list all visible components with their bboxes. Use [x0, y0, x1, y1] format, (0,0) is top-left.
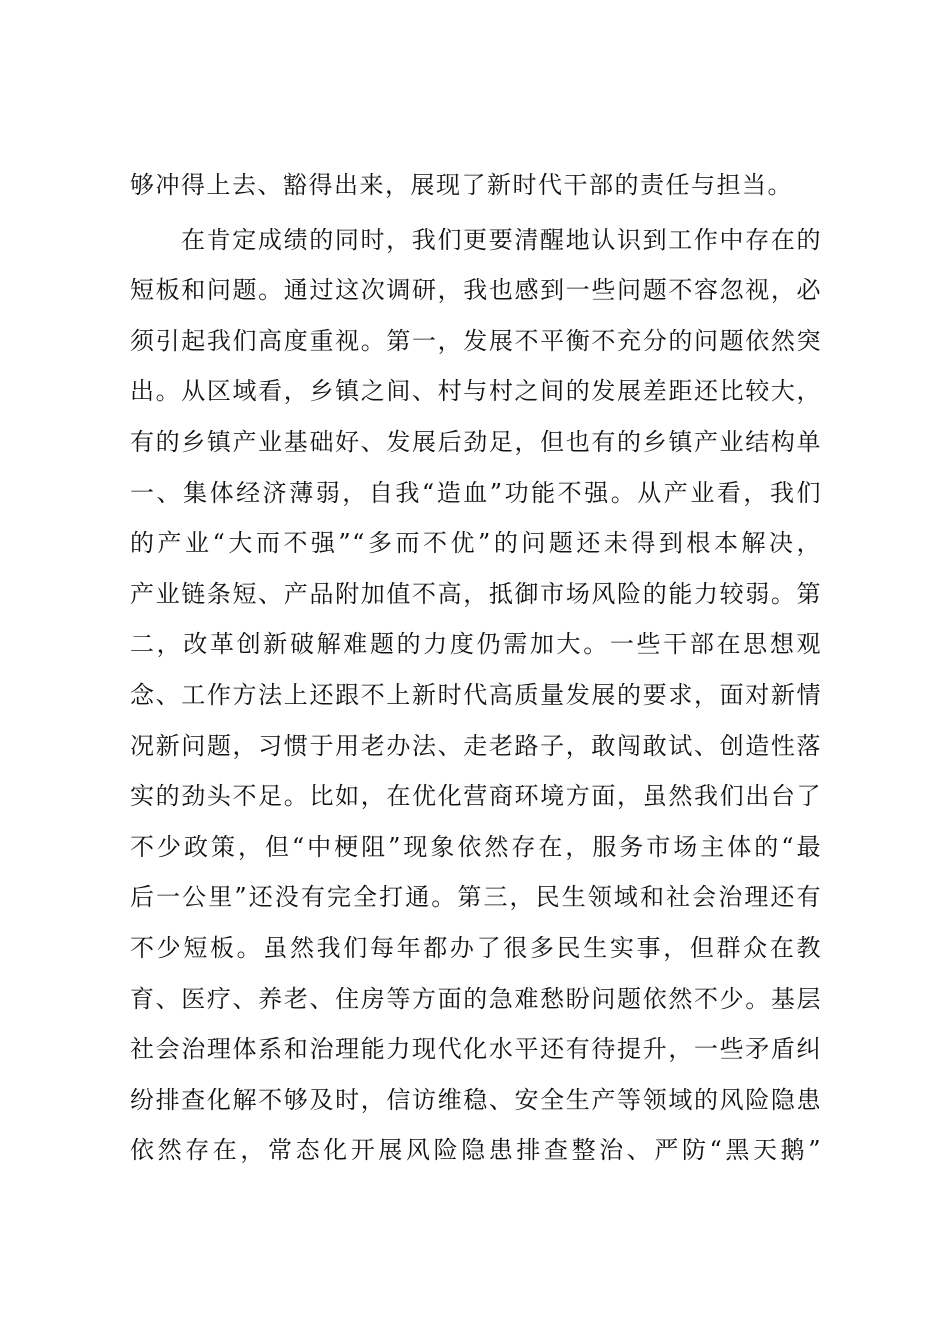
text-line: 纷排查化解不够及时，信访维稳、安全生产等领域的风险隐患: [130, 1085, 822, 1114]
text-line: 出。从区域看，乡镇之间、村与村之间的发展差距还比较大，: [130, 377, 822, 406]
text-line: 须引起我们高度重视。第一，发展不平衡不充分的问题依然突: [130, 326, 822, 355]
text-line: 够冲得上去、豁得出来，展现了新时代干部的责任与担当。: [130, 171, 793, 199]
text-line: 不少政策，但“中梗阻”现象依然存在，服务市场主体的“最: [130, 832, 822, 861]
text-line: 在肯定成绩的同时，我们更要清醒地认识到工作中存在的: [181, 225, 822, 254]
text-line: 一、集体经济薄弱，自我“造血”功能不强。从产业看，我们: [130, 478, 822, 507]
text-line: 不少短板。虽然我们每年都办了很多民生实事，但群众在教: [130, 933, 822, 962]
text-line: 短板和问题。通过这次调研，我也感到一些问题不容忽视，必: [130, 276, 822, 305]
text-line: 况新问题，习惯于用老办法、走老路子，敢闯敢试、创造性落: [130, 731, 822, 760]
text-line: 有的乡镇产业基础好、发展后劲足，但也有的乡镇产业结构单: [130, 427, 822, 456]
paragraph: [130, 221, 822, 1182]
text-line: 念、工作方法上还跟不上新时代高质量发展的要求，面对新情: [130, 680, 822, 709]
text-line: 二，改革创新破解难题的力度仍需加大。一些干部在思想观: [130, 630, 822, 659]
text-line: 社会治理体系和治理能力现代化水平还有待提升，一些矛盾纠: [130, 1035, 822, 1064]
text-line: 的产业“大而不强”“多而不优”的问题还未得到根本解决，: [130, 529, 822, 558]
text-line: 后一公里”还没有完全打通。第三，民生领域和社会治理还有: [130, 883, 822, 912]
paragraph: [130, 166, 822, 217]
text-line: 育、医疗、养老、住房等方面的急难愁盼问题依然不少。基层: [130, 984, 822, 1013]
text-line: 依然存在，常态化开展风险隐患排查整治、严防“黑天鹅”: [130, 1136, 822, 1165]
text-line: 产业链条短、产品附加值不高，抵御市场风险的能力较弱。第: [130, 579, 822, 608]
document-page: [130, 166, 822, 1182]
text-line: 实的劲头不足。比如，在优化营商环境方面，虽然我们出台了: [130, 782, 822, 811]
